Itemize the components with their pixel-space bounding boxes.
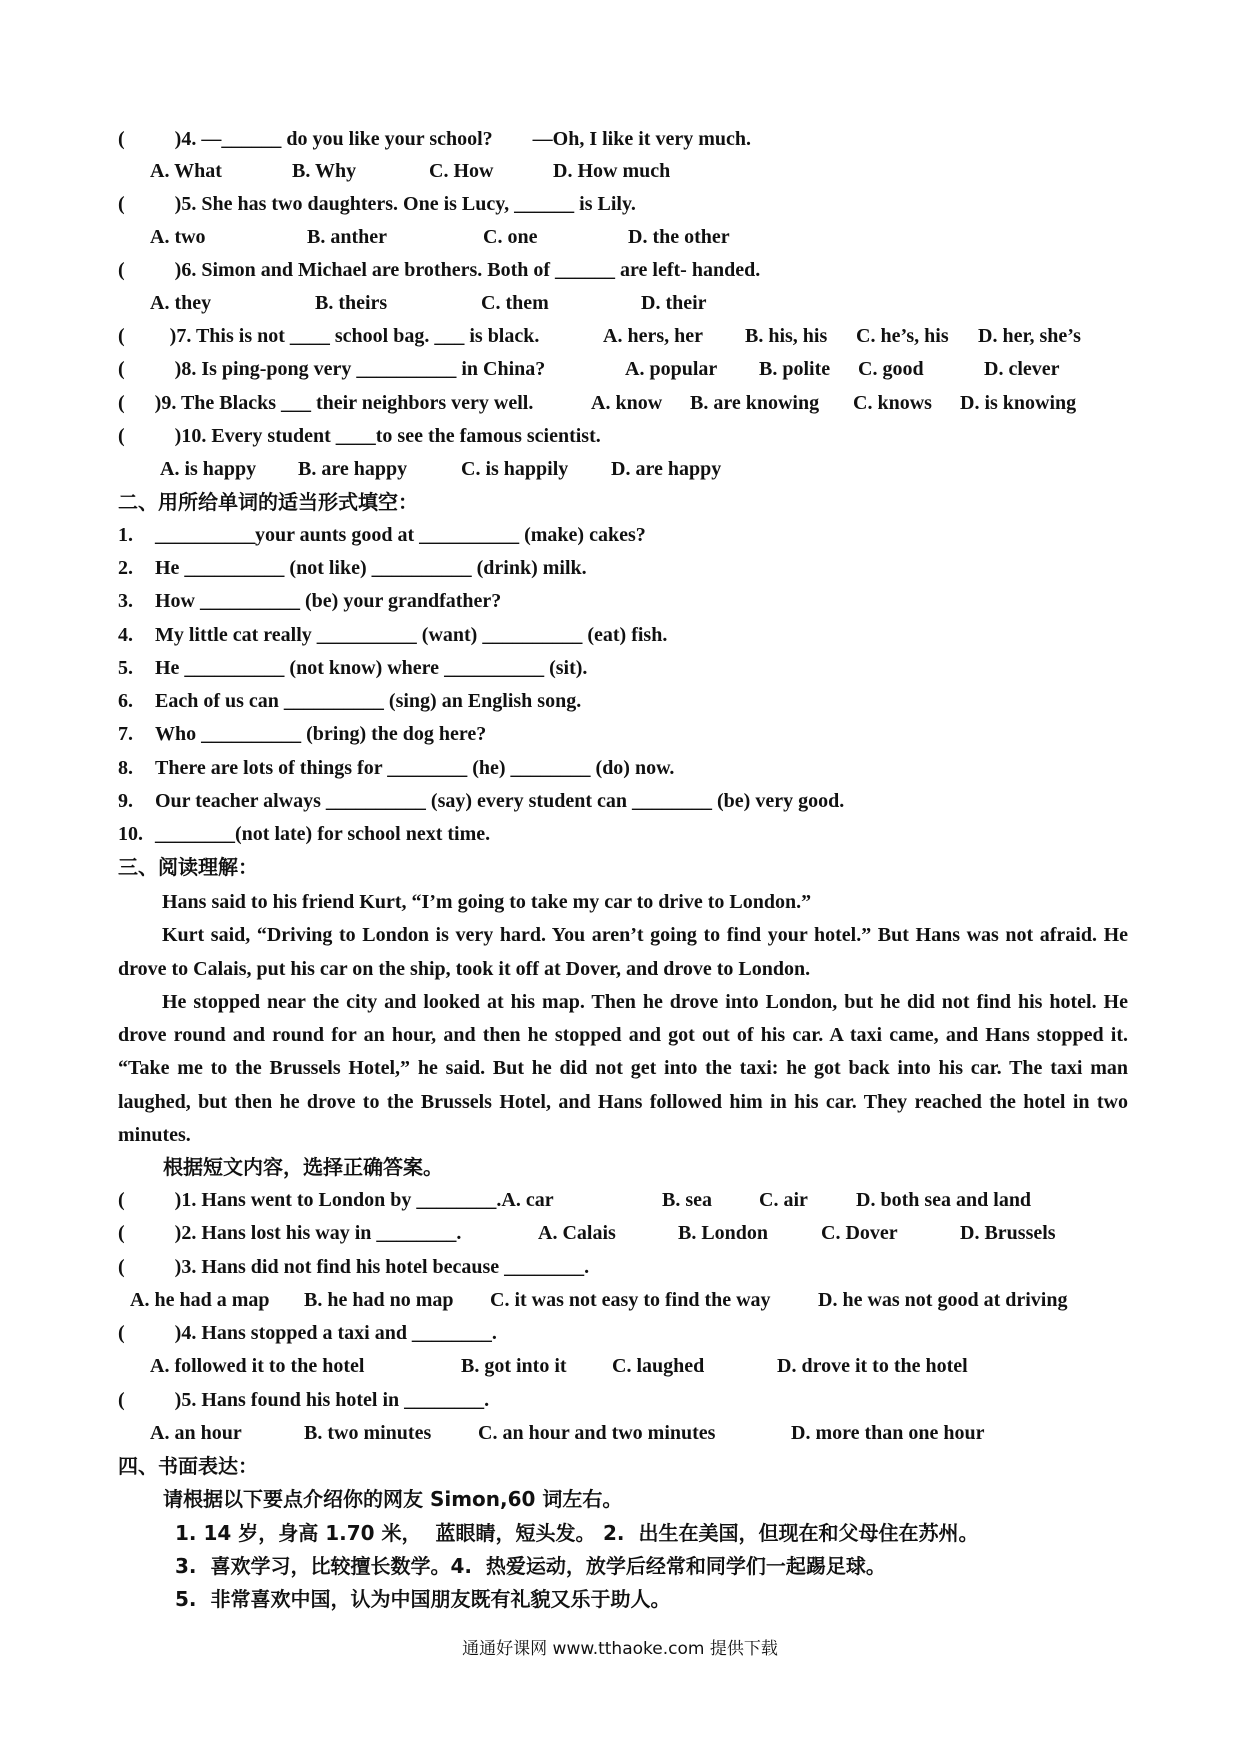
option-c: C. is happily (461, 458, 569, 480)
writing-point: 1. 14 岁，身高 1.70 米， 蓝眼睛，短头发。 (175, 1521, 596, 1545)
question-stem: ( )1. Hans went to London by ________.A. car (118, 1189, 554, 1211)
item-text: He __________ (not like) __________ (drink) milk. (155, 557, 587, 579)
option-c: C. air (759, 1189, 808, 1211)
item-text: He __________ (not know) where __________ (sit). (155, 657, 588, 679)
option-a: A. hers, her (603, 325, 703, 347)
option-d: D. more than one hour (791, 1422, 985, 1444)
item-number: 1. (118, 524, 133, 546)
option-c: C. an hour and two minutes (478, 1422, 716, 1444)
item-text: Who __________ (bring) the dog here? (155, 723, 487, 745)
writing-point: 3. 喜欢学习，比较擅长数学。4. 热爱运动，放学后经常和同学们一起踢足球。 (175, 1554, 886, 1578)
option-a: A. he had a map (130, 1289, 270, 1311)
item-number: 6. (118, 690, 133, 712)
option-b: B. are knowing (690, 392, 820, 414)
option-a: A. two (150, 226, 206, 248)
option-d: D. are happy (611, 458, 722, 480)
question-stem: ( )9. The Blacks ___ their neighbors very well. (118, 392, 534, 414)
item-number: 3. (118, 590, 133, 612)
option-a: A. popular (625, 358, 718, 380)
question-stem: ( )4. —______ do you like your school? —Oh, I like it very much. (118, 128, 751, 150)
option-a: A. followed it to the hotel (150, 1355, 365, 1377)
item-text: Each of us can __________ (sing) an English song. (155, 690, 582, 712)
option-d: D. is knowing (960, 392, 1077, 414)
option-b: B. London (678, 1222, 769, 1244)
option-a: A. know (591, 392, 663, 414)
question-stem: ( )2. Hans lost his way in ________. (118, 1222, 462, 1244)
option-b: B. he had no map (304, 1289, 454, 1311)
item-text: ________(not late) for school next time. (155, 823, 491, 845)
writing-point: 2. 出生在美国，但现在和父母住在苏州。 (603, 1521, 979, 1545)
option-d: D. How much (553, 160, 671, 182)
option-a: A. Calais (538, 1222, 616, 1244)
option-b: B. got into it (461, 1355, 567, 1377)
option-a: A. an hour (150, 1422, 242, 1444)
option-d: D. the other (628, 226, 730, 248)
option-b: B. sea (662, 1189, 712, 1211)
option-d: D. both sea and land (856, 1189, 1032, 1211)
option-c: C. laughed (612, 1355, 705, 1377)
option-c: C. he’s, his (856, 325, 949, 347)
option-b: B. polite (759, 358, 831, 380)
option-c: C. them (481, 292, 549, 314)
option-d: D. he was not good at driving (818, 1289, 1068, 1311)
item-number: 9. (118, 790, 133, 812)
item-text: Our teacher always __________ (say) every student can ________ (be) very good. (155, 790, 845, 812)
question-stem: ( )3. Hans did not find his hotel because ________. (118, 1256, 590, 1278)
option-d: D. drove it to the hotel (777, 1355, 968, 1377)
question-stem: ( )5. She has two daughters. One is Lucy, ______ is Lily. (118, 193, 636, 215)
option-c: C. it was not easy to find the way (490, 1289, 771, 1311)
passage-paragraph: Hans said to his friend Kurt, “I’m going to take my car to drive to London.” (162, 891, 812, 913)
question-stem: ( )6. Simon and Michael are brothers. Both of ______ are left- handed. (118, 259, 761, 281)
option-b: B. are happy (298, 458, 408, 480)
question-stem: ( )8. Is ping-pong very __________ in China? (118, 358, 546, 380)
option-b: B. his, his (745, 325, 828, 347)
passage-paragraph: Kurt said, “Driving to London is very hard. You aren’t going to find your hotel.” But Hans was not afraid. He drove to Calais, put his car on the ship, took it off at Dover, and drove to London. (118, 924, 1128, 980)
option-d: D. their (641, 292, 707, 314)
item-number: 5. (118, 657, 133, 679)
option-c: C. good (858, 358, 924, 380)
question-stem: ( )7. This is not ____ school bag. ___ is black. (118, 325, 540, 347)
item-number: 10. (118, 823, 143, 845)
option-d: D. her, she’s (978, 325, 1081, 347)
item-number: 8. (118, 757, 133, 779)
option-b: B. anther (307, 226, 387, 248)
question-stem: ( )10. Every student ____to see the famous scientist. (118, 425, 601, 447)
option-d: D. clever (984, 358, 1060, 380)
item-number: 7. (118, 723, 133, 745)
item-text: My little cat really __________ (want) __________ (eat) fish. (155, 624, 668, 646)
question-stem: ( )5. Hans found his hotel in ________. (118, 1389, 490, 1411)
reading-passage (118, 886, 1128, 1152)
item-number: 2. (118, 557, 133, 579)
option-b: B. two minutes (304, 1422, 432, 1444)
question-stem: ( )4. Hans stopped a taxi and ________. (118, 1322, 497, 1344)
option-a: A. they (150, 292, 212, 314)
option-a: A. is happy (160, 458, 257, 480)
option-b: B. Why (292, 160, 357, 182)
item-text: How __________ (be) your grandfather? (155, 590, 502, 612)
option-c: C. Dover (821, 1222, 898, 1244)
option-c: C. knows (853, 392, 932, 414)
item-text: __________your aunts good at __________ (make) cakes? (155, 524, 646, 546)
item-text: There are lots of things for ________ (he) ________ (do) now. (155, 757, 675, 779)
option-c: C. How (429, 160, 494, 182)
option-d: D. Brussels (960, 1222, 1056, 1244)
option-a: A. What (150, 160, 222, 182)
item-number: 4. (118, 624, 133, 646)
option-b: B. theirs (315, 292, 388, 314)
option-c: C. one (483, 226, 538, 248)
writing-point: 5. 非常喜欢中国，认为中国朋友既有礼貌又乐于助人。 (175, 1587, 671, 1611)
footer-source: 通通好课网 www.tthaoke.com 提供下载 (462, 1639, 778, 1659)
passage-paragraph: He stopped near the city and looked at his map. Then he drove into London, but he did not find his hotel. He drove round and round for an hour, and then he stopped and got out of his car. A taxi came, and Hans stopped it. “Take me to the Brussels Hotel,” he said. But he did not get into the taxi: he got back into his car. The taxi man laughed, but then he drove to the Brussels Hotel, and Hans followed him in his car. They reached the hotel in two minutes. (118, 990, 1128, 1147)
